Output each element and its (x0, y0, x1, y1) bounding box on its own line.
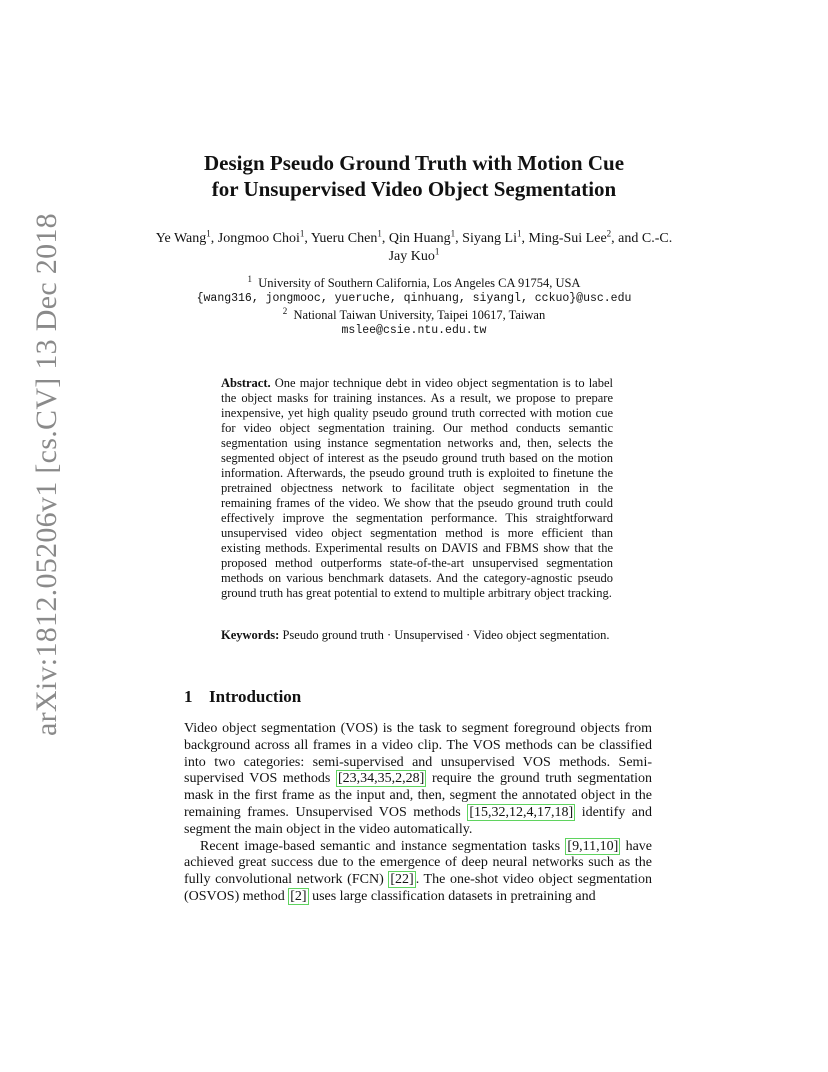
citation-link[interactable]: [23,34,35,2,28] (337, 771, 425, 787)
title-line-1: Design Pseudo Ground Truth with Motion Cue (203, 151, 625, 175)
keywords-label: Keywords: (221, 628, 280, 642)
citation-link[interactable]: [22] (390, 872, 414, 888)
title-line-2: for Unsupervised Video Object Segmentation (211, 177, 617, 201)
paragraph: Video object segmentation (VOS) is the task to segment foreground objects from background across all frames in a video clip. The VOS methods can be classified into two categories: semi-supervised and unsupervised VOS methods. Semi-supervised VOS methods [23,34,35,2,28] require the ground truth segmentation mask in the first frame as the input and, then, segment the annotated object in the remaining frames. Unsupervised VOS methods [15,32,12,4,17,18] identify and segment the main object in the video automatically. (184, 721, 653, 837)
section-number: 1 (184, 687, 193, 706)
affiliations (150, 275, 678, 339)
author-list: Ye Wang$^1$, Jongmoo Choi$^1$, Yueru Chen$^1$, Qin Huang$^1$, Siyang Li$^1$, Ming-Sui Lee$^2$, and C.-C. Jay Kuo$^1$ (155, 228, 673, 264)
author: Yueru Chen$^1$ (310, 228, 382, 246)
citation-link[interactable]: [15,32,12,4,17,18] (469, 804, 574, 820)
abstract-label: Abstract. (221, 376, 271, 390)
email-line-2: mslee@csie.ntu.edu.tw (341, 324, 487, 337)
citation-link[interactable]: [9,11,10] (567, 838, 619, 854)
arxiv-identifier-stamp: arXiv:1812.05206v1 [cs.CV] 13 Dec 2018 (30, 213, 63, 736)
abstract-text: One major technique debt in video object segmentation is to label the object masks for training instances. As a result, we propose to prepare inexpensive, yet high quality pseudo ground truth corrected with motion cue for video object segmentation training. Our method conducts semantic segmentation using instance segmentation networks and, then, selects the segmented object of interest as the pseudo ground truth based on the motion information. Afterwards, the pseudo ground truth is exploited to finetune the pretrained objectness network to facilitate object segmentation in the remaining frames of the video. We show that the pseudo ground truth could effectively improve the segmentation performance. This straightforward unsupervised video object segmentation method is more efficient than existing methods. Experimental results on DAVIS and FBMS show that the proposed method outperforms state-of-the-art unsupervised segmentation methods on various benchmark datasets. And the category-agnostic pseudo ground truth has great potential to extend to multiple arbitrary object tracking. (221, 376, 614, 600)
keywords (221, 628, 613, 643)
keywords-text: Pseudo ground truth · Unsupervised · Video object segmentation. (282, 628, 610, 642)
paragraph: Recent image-based semantic and instance segmentation tasks [9,11,10] have achieved great success due to the emergence of deep neural networks such as the fully convolutional network (FCN) [22] . The one-shot video object segmentation (OSVOS) method [2] uses large classification datasets in pretraining and (184, 838, 652, 904)
citation-link[interactable]: [2] (290, 888, 307, 904)
author: Siyang Li$^1$ (462, 228, 522, 246)
introduction-body (184, 721, 652, 906)
paper-title (100, 150, 728, 202)
author: Jongmoo Choi$^1$ (217, 228, 305, 246)
author: Qin Huang$^1$ (388, 228, 456, 246)
section-heading (184, 687, 301, 707)
section-title: Introduction (209, 687, 302, 706)
author: C.-C. Jay Kuo$^1$ (388, 231, 673, 264)
author: Ming-Sui Lee$^2$ (528, 228, 612, 246)
email-line-1: {wang316, jongmooc, yueruche, qinhuang, siyangl, cckuo}@usc.edu (196, 292, 632, 305)
author: Ye Wang$^1$ (155, 228, 211, 246)
abstract (221, 376, 613, 601)
affiliation-2: $^2$ National Taiwan University, Taipei 10617, Taiwan (282, 305, 546, 322)
affiliation-1: $^1$ University of Southern California, Los Angeles CA 91754, USA (247, 273, 581, 290)
